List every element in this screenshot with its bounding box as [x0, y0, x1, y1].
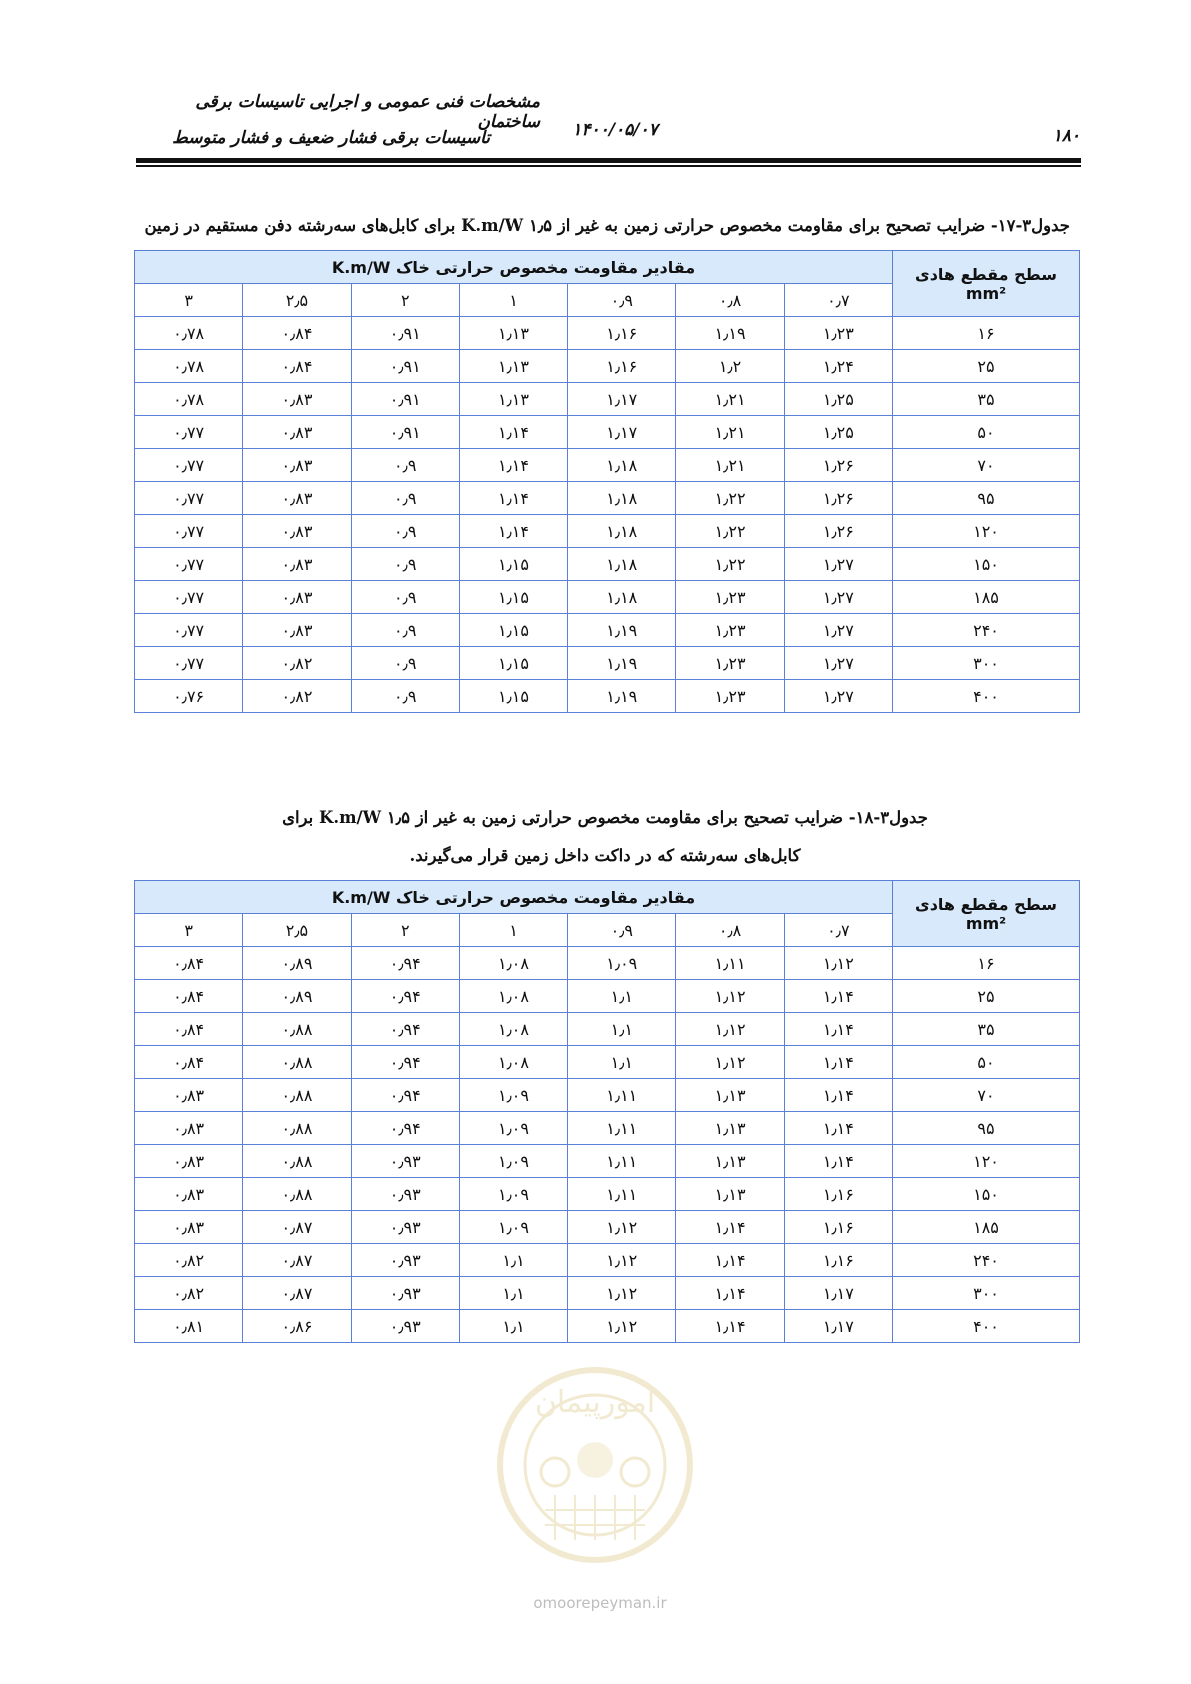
value-cell: ۱٫۱۴ — [784, 980, 892, 1013]
value-cell: ۱٫۱۲ — [568, 1211, 676, 1244]
section-cell: ۲۴۰ — [893, 614, 1080, 647]
value-cell: ۰٫۹۳ — [351, 1310, 459, 1343]
value-cell: ۰٫۹۴ — [351, 1079, 459, 1112]
value-cell: ۰٫۹۳ — [351, 1211, 459, 1244]
value-cell: ۰٫۸۴ — [135, 1046, 243, 1079]
value-cell: ۱٫۱۴ — [676, 1310, 784, 1343]
table2-group-header: مقادیر مقاومت مخصوص حرارتی خاک K.m/W — [135, 881, 893, 914]
section-cell: ۲۵ — [893, 350, 1080, 383]
value-cell: ۱٫۱۴ — [459, 515, 567, 548]
table2-caption-line1: جدول۳-۱۸- ضرایب تصحیح برای مقاومت مخصوص حرارتی زمین به غیر از ۱٫۵ K.m/W برای — [282, 808, 928, 827]
value-cell: ۰٫۸۹ — [243, 980, 351, 1013]
section-cell: ۱۶ — [893, 947, 1080, 980]
value-cell: ۰٫۸۸ — [243, 1079, 351, 1112]
value-cell: ۱٫۱۴ — [784, 1112, 892, 1145]
value-cell: ۱٫۱۶ — [568, 317, 676, 350]
value-cell: ۱٫۲۳ — [676, 680, 784, 713]
value-cell: ۰٫۹ — [351, 515, 459, 548]
value-cell: ۱٫۱۱ — [568, 1079, 676, 1112]
value-cell: ۰٫۷۷ — [135, 449, 243, 482]
value-cell: ۰٫۷۶ — [135, 680, 243, 713]
value-cell: ۰٫۹۱ — [351, 416, 459, 449]
table1-caption: جدول۳-۱۷- ضرایب تصحیح برای مقاومت مخصوص حرارتی زمین به غیر از ۱٫۵ K.m/W برای کابل‌های سه‌رشته دفن مستقیم در زمین — [144, 216, 1070, 235]
value-cell: ۱٫۲۱ — [676, 383, 784, 416]
value-cell: ۰٫۸۸ — [243, 1112, 351, 1145]
value-cell: ۱٫۱۶ — [784, 1244, 892, 1277]
table2-col-header: ۲ — [351, 914, 459, 947]
value-cell: ۱٫۲۳ — [784, 317, 892, 350]
value-cell: ۱٫۱۴ — [459, 449, 567, 482]
table-row — [135, 482, 1080, 515]
value-cell: ۱٫۱۴ — [784, 1013, 892, 1046]
value-cell: ۱٫۲۳ — [676, 614, 784, 647]
value-cell: ۰٫۸۳ — [135, 1211, 243, 1244]
value-cell: ۱٫۲۴ — [784, 350, 892, 383]
table-row — [135, 1310, 1080, 1343]
table-row — [135, 1013, 1080, 1046]
table-row — [135, 1178, 1080, 1211]
value-cell: ۱٫۲۶ — [784, 515, 892, 548]
value-cell: ۱٫۲ — [676, 350, 784, 383]
table2-section-header: سطح مقطع هادی mm² — [893, 881, 1080, 947]
value-cell: ۱٫۱۴ — [459, 416, 567, 449]
value-cell: ۱٫۰۹ — [459, 1178, 567, 1211]
value-cell: ۰٫۹۴ — [351, 980, 459, 1013]
section-cell: ۳۵ — [893, 383, 1080, 416]
value-cell: ۱٫۱۲ — [568, 1310, 676, 1343]
value-cell: ۰٫۸۳ — [135, 1178, 243, 1211]
section-cell: ۱۶ — [893, 317, 1080, 350]
value-cell: ۰٫۹۳ — [351, 1145, 459, 1178]
header-rule-thick — [136, 158, 1081, 163]
value-cell: ۱٫۱۹ — [568, 647, 676, 680]
table2-col-header: ۱ — [459, 914, 567, 947]
value-cell: ۱٫۲۱ — [676, 416, 784, 449]
table1-col-header: ۰٫۸ — [676, 284, 784, 317]
value-cell: ۱٫۱۴ — [784, 1145, 892, 1178]
value-cell: ۱٫۱۷ — [568, 383, 676, 416]
value-cell: ۱٫۰۹ — [568, 947, 676, 980]
value-cell: ۱٫۰۸ — [459, 1013, 567, 1046]
value-cell: ۰٫۷۷ — [135, 515, 243, 548]
table1-col-header: ۲ — [351, 284, 459, 317]
value-cell: ۰٫۸۷ — [243, 1277, 351, 1310]
table2-col-header: ۰٫۸ — [676, 914, 784, 947]
table-row — [135, 548, 1080, 581]
table-row — [135, 581, 1080, 614]
value-cell: ۱٫۰۹ — [459, 1079, 567, 1112]
section-cell: ۲۵ — [893, 980, 1080, 1013]
value-cell: ۰٫۸۳ — [135, 1079, 243, 1112]
value-cell: ۰٫۹ — [351, 449, 459, 482]
table-row — [135, 383, 1080, 416]
value-cell: ۰٫۸۳ — [135, 1112, 243, 1145]
value-cell: ۱٫۱۸ — [568, 548, 676, 581]
value-cell: ۰٫۹ — [351, 581, 459, 614]
table2-col-header: ۰٫۷ — [784, 914, 892, 947]
section-cell: ۳۰۰ — [893, 647, 1080, 680]
value-cell: ۰٫۷۷ — [135, 581, 243, 614]
value-cell: ۰٫۸۳ — [243, 581, 351, 614]
table2-col-header: ۰٫۹ — [568, 914, 676, 947]
section-cell: ۱۲۰ — [893, 1145, 1080, 1178]
value-cell: ۱٫۱۲ — [676, 1013, 784, 1046]
value-cell: ۰٫۸۴ — [243, 350, 351, 383]
value-cell: ۰٫۹ — [351, 482, 459, 515]
value-cell: ۰٫۷۷ — [135, 416, 243, 449]
value-cell: ۱٫۱۶ — [784, 1178, 892, 1211]
value-cell: ۰٫۹۱ — [351, 383, 459, 416]
section-cell: ۳۰۰ — [893, 1277, 1080, 1310]
table-row — [135, 1244, 1080, 1277]
table2-caption-line2: کابل‌های سه‌رشته که در داکت داخل زمین قرار می‌گیرند. — [409, 846, 801, 865]
value-cell: ۱٫۱۴ — [459, 482, 567, 515]
value-cell: ۱٫۱۸ — [568, 581, 676, 614]
value-cell: ۰٫۷۸ — [135, 383, 243, 416]
watermark-logo-icon — [495, 1360, 695, 1580]
value-cell: ۱٫۱۵ — [459, 680, 567, 713]
value-cell: ۱٫۱ — [459, 1244, 567, 1277]
value-cell: ۱٫۱۸ — [568, 449, 676, 482]
value-cell: ۰٫۷۸ — [135, 350, 243, 383]
watermark-logo-text: امورپیمان — [534, 1385, 656, 1420]
value-cell: ۱٫۲۷ — [784, 614, 892, 647]
value-cell: ۰٫۷۷ — [135, 647, 243, 680]
value-cell: ۱٫۱۱ — [568, 1112, 676, 1145]
document-title: مشخصات فنی عمومی و اجرایی تاسیسات برقی ساختمان — [195, 92, 540, 132]
table-row — [135, 317, 1080, 350]
table2-col-header: ۲٫۵ — [243, 914, 351, 947]
table1-col-header: ۱ — [459, 284, 567, 317]
value-cell: ۰٫۸۲ — [243, 680, 351, 713]
table1-body — [135, 317, 1080, 713]
value-cell: ۰٫۸۲ — [135, 1277, 243, 1310]
value-cell: ۰٫۸۲ — [243, 647, 351, 680]
value-cell: ۱٫۲۲ — [676, 515, 784, 548]
value-cell: ۰٫۹۳ — [351, 1244, 459, 1277]
value-cell: ۱٫۱۶ — [568, 350, 676, 383]
value-cell: ۰٫۸۳ — [243, 383, 351, 416]
table-row — [135, 449, 1080, 482]
value-cell: ۱٫۱۶ — [784, 1211, 892, 1244]
value-cell: ۰٫۸۹ — [243, 947, 351, 980]
table-row — [135, 1277, 1080, 1310]
value-cell: ۰٫۹ — [351, 680, 459, 713]
table-row — [135, 416, 1080, 449]
value-cell: ۱٫۰۹ — [459, 1211, 567, 1244]
value-cell: ۱٫۰۹ — [459, 1112, 567, 1145]
table-row — [135, 680, 1080, 713]
value-cell: ۱٫۱۸ — [568, 515, 676, 548]
value-cell: ۱٫۱۱ — [568, 1178, 676, 1211]
value-cell: ۱٫۲۵ — [784, 383, 892, 416]
value-cell: ۱٫۱۵ — [459, 581, 567, 614]
table1-section-header: سطح مقطع هادی mm² — [893, 251, 1080, 317]
value-cell: ۱٫۱۸ — [568, 482, 676, 515]
value-cell: ۰٫۸۶ — [243, 1310, 351, 1343]
value-cell: ۰٫۷۷ — [135, 548, 243, 581]
section-cell: ۱۸۵ — [893, 1211, 1080, 1244]
value-cell: ۱٫۱۳ — [676, 1112, 784, 1145]
value-cell: ۰٫۸۷ — [243, 1244, 351, 1277]
table-row — [135, 1079, 1080, 1112]
table1-group-header: مقادیر مقاومت مخصوص حرارتی خاک K.m/W — [135, 251, 893, 284]
value-cell: ۰٫۸۱ — [135, 1310, 243, 1343]
table-row — [135, 614, 1080, 647]
value-cell: ۰٫۸۸ — [243, 1178, 351, 1211]
section-cell: ۲۴۰ — [893, 1244, 1080, 1277]
value-cell: ۱٫۱۳ — [459, 317, 567, 350]
value-cell: ۰٫۸۷ — [243, 1211, 351, 1244]
value-cell: ۱٫۱ — [568, 1013, 676, 1046]
table-row — [135, 515, 1080, 548]
value-cell: ۱٫۲۷ — [784, 548, 892, 581]
value-cell: ۰٫۸۲ — [135, 1244, 243, 1277]
document-subtitle: تاسیسات برقی فشار ضعیف و فشار متوسط — [172, 128, 490, 148]
value-cell: ۰٫۸۴ — [135, 947, 243, 980]
value-cell: ۰٫۸۴ — [135, 980, 243, 1013]
header-rule-thin — [136, 165, 1081, 167]
value-cell: ۱٫۱۹ — [676, 317, 784, 350]
value-cell: ۰٫۹۴ — [351, 1046, 459, 1079]
value-cell: ۱٫۱۳ — [676, 1178, 784, 1211]
value-cell: ۰٫۹۳ — [351, 1178, 459, 1211]
value-cell: ۱٫۱۳ — [676, 1145, 784, 1178]
value-cell: ۰٫۸۳ — [243, 416, 351, 449]
value-cell: ۱٫۱۴ — [676, 1211, 784, 1244]
value-cell: ۱٫۲۳ — [676, 647, 784, 680]
section-cell: ۵۰ — [893, 1046, 1080, 1079]
table-row — [135, 1211, 1080, 1244]
watermark-url: omoorepeyman.ir — [533, 1594, 667, 1612]
section-cell: ۱۲۰ — [893, 515, 1080, 548]
value-cell: ۱٫۱ — [459, 1310, 567, 1343]
table1-col-header: ۳ — [135, 284, 243, 317]
value-cell: ۱٫۱۴ — [676, 1244, 784, 1277]
value-cell: ۰٫۹۴ — [351, 1112, 459, 1145]
value-cell: ۱٫۱۵ — [459, 647, 567, 680]
table-row — [135, 647, 1080, 680]
value-cell: ۱٫۲۶ — [784, 449, 892, 482]
value-cell: ۱٫۱ — [568, 1046, 676, 1079]
value-cell: ۱٫۱۲ — [784, 947, 892, 980]
value-cell: ۰٫۹ — [351, 548, 459, 581]
value-cell: ۱٫۱۳ — [459, 350, 567, 383]
table1-col-header: ۲٫۵ — [243, 284, 351, 317]
value-cell: ۰٫۸۸ — [243, 1046, 351, 1079]
section-cell: ۵۰ — [893, 416, 1080, 449]
section-cell: ۹۵ — [893, 482, 1080, 515]
table-row — [135, 1112, 1080, 1145]
value-cell: ۰٫۹۴ — [351, 1013, 459, 1046]
value-cell: ۰٫۹۱ — [351, 317, 459, 350]
value-cell: ۱٫۲۷ — [784, 647, 892, 680]
section-cell: ۱۵۰ — [893, 548, 1080, 581]
table2-body — [135, 947, 1080, 1343]
value-cell: ۱٫۰۸ — [459, 1046, 567, 1079]
value-cell: ۱٫۱۲ — [568, 1277, 676, 1310]
value-cell: ۱٫۱۳ — [676, 1079, 784, 1112]
table-row — [135, 1145, 1080, 1178]
value-cell: ۱٫۲۷ — [784, 581, 892, 614]
value-cell: ۱٫۱ — [568, 980, 676, 1013]
table-row — [135, 947, 1080, 980]
value-cell: ۰٫۷۷ — [135, 482, 243, 515]
page-number: ۱۸۰ — [1052, 126, 1080, 146]
value-cell: ۰٫۹۴ — [351, 947, 459, 980]
value-cell: ۰٫۹۱ — [351, 350, 459, 383]
document-date: ۱۴۰۰/۰۵/۰۷ — [572, 120, 658, 140]
value-cell: ۰٫۸۳ — [243, 548, 351, 581]
value-cell: ۱٫۱۷ — [568, 416, 676, 449]
value-cell: ۱٫۱۱ — [676, 947, 784, 980]
table1-col-header: ۰٫۷ — [784, 284, 892, 317]
section-cell: ۷۰ — [893, 1079, 1080, 1112]
value-cell: ۰٫۹۳ — [351, 1277, 459, 1310]
value-cell: ۱٫۱۵ — [459, 614, 567, 647]
value-cell: ۱٫۲۶ — [784, 482, 892, 515]
value-cell: ۱٫۰۸ — [459, 947, 567, 980]
value-cell: ۱٫۲۲ — [676, 548, 784, 581]
value-cell: ۰٫۸۴ — [135, 1013, 243, 1046]
table1-col-header: ۰٫۹ — [568, 284, 676, 317]
value-cell: ۱٫۱۷ — [784, 1277, 892, 1310]
value-cell: ۱٫۲۳ — [676, 581, 784, 614]
table-row — [135, 1046, 1080, 1079]
value-cell: ۱٫۱۲ — [676, 980, 784, 1013]
value-cell: ۰٫۹ — [351, 647, 459, 680]
value-cell: ۱٫۱۳ — [459, 383, 567, 416]
value-cell: ۱٫۲۱ — [676, 449, 784, 482]
value-cell: ۰٫۹ — [351, 614, 459, 647]
value-cell: ۰٫۷۸ — [135, 317, 243, 350]
value-cell: ۱٫۱۹ — [568, 614, 676, 647]
value-cell: ۱٫۲۷ — [784, 680, 892, 713]
value-cell: ۱٫۱۴ — [784, 1079, 892, 1112]
value-cell: ۱٫۰۸ — [459, 980, 567, 1013]
value-cell: ۰٫۸۸ — [243, 1013, 351, 1046]
value-cell: ۱٫۱۴ — [784, 1046, 892, 1079]
table2-col-header: ۳ — [135, 914, 243, 947]
table2 — [134, 880, 1080, 1343]
value-cell: ۱٫۲۲ — [676, 482, 784, 515]
value-cell: ۰٫۸۳ — [243, 614, 351, 647]
section-cell: ۱۵۰ — [893, 1178, 1080, 1211]
value-cell: ۰٫۷۷ — [135, 614, 243, 647]
section-cell: ۷۰ — [893, 449, 1080, 482]
value-cell: ۱٫۲۵ — [784, 416, 892, 449]
value-cell: ۱٫۱۷ — [784, 1310, 892, 1343]
value-cell: ۱٫۱۲ — [568, 1244, 676, 1277]
table-row — [135, 350, 1080, 383]
table1 — [134, 250, 1080, 713]
value-cell: ۰٫۸۳ — [243, 449, 351, 482]
value-cell: ۰٫۸۳ — [243, 515, 351, 548]
section-cell: ۴۰۰ — [893, 680, 1080, 713]
value-cell: ۱٫۱۱ — [568, 1145, 676, 1178]
section-cell: ۳۵ — [893, 1013, 1080, 1046]
value-cell: ۱٫۱۲ — [676, 1046, 784, 1079]
value-cell: ۰٫۸۴ — [243, 317, 351, 350]
table-row — [135, 980, 1080, 1013]
value-cell: ۰٫۸۳ — [135, 1145, 243, 1178]
value-cell: ۱٫۱۵ — [459, 548, 567, 581]
value-cell: ۱٫۰۹ — [459, 1145, 567, 1178]
value-cell: ۱٫۱۴ — [676, 1277, 784, 1310]
value-cell: ۱٫۱ — [459, 1277, 567, 1310]
section-cell: ۹۵ — [893, 1112, 1080, 1145]
section-cell: ۴۰۰ — [893, 1310, 1080, 1343]
value-cell: ۱٫۱۹ — [568, 680, 676, 713]
value-cell: ۰٫۸۳ — [243, 482, 351, 515]
value-cell: ۰٫۸۸ — [243, 1145, 351, 1178]
section-cell: ۱۸۵ — [893, 581, 1080, 614]
